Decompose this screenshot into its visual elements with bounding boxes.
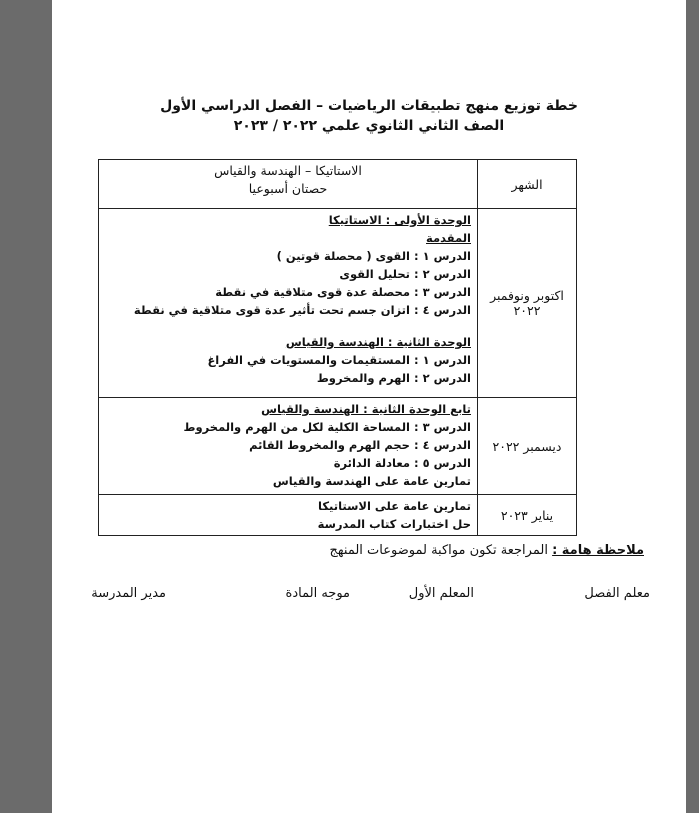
- note-text: المراجعة تكون مواكبة لموضوعات المنهج: [329, 543, 548, 558]
- lesson-line: حل اختبارات كتاب المدرسة: [317, 517, 471, 531]
- document-page: [52, 0, 686, 813]
- lesson-line: الدرس ٢ : تحليل القوى: [339, 267, 471, 281]
- month-cell: ديسمبر ٢٠٢٢: [478, 398, 577, 495]
- month-column-header: الشهر: [478, 160, 577, 209]
- note-label: ملاحظة هامة :: [552, 543, 644, 558]
- month-cell: اكتوبر ونوفمبر ٢٠٢٢: [478, 209, 577, 398]
- month-cell: يناير ٢٠٢٣: [478, 495, 577, 536]
- lesson-line: الدرس ٣ : محصلة عدة قوى متلاقية في نقطة: [215, 285, 471, 299]
- curriculum-plan-table: [98, 159, 577, 536]
- table-row: [99, 398, 577, 495]
- table-header-row: [99, 160, 577, 209]
- table-row: [99, 209, 577, 398]
- document-subtitle: الصف الثاني الثانوي علمي ٢٠٢٢ / ٢٠٢٣: [233, 118, 505, 134]
- lesson-line: المقدمة: [426, 231, 471, 245]
- content-cell: [99, 495, 478, 536]
- content-header-topics: الاستاتيكا – الهندسة والقياس: [214, 163, 362, 178]
- content-cell: [99, 209, 478, 398]
- content-column-header: [99, 160, 478, 209]
- lesson-line: الدرس ٤ : اتزان جسم تحت تأثير عدة قوى متلاقية في نقطة: [133, 303, 471, 317]
- signature-first-teacher: المعلم الأول: [408, 586, 474, 601]
- signature-subject-supervisor: موجه المادة: [285, 586, 350, 601]
- table-row: [99, 495, 577, 536]
- signature-school-principal: مدير المدرسة: [91, 586, 166, 601]
- important-note: [330, 543, 644, 558]
- lesson-line: الدرس ٣ : المساحة الكلية لكل من الهرم والمخروط: [183, 420, 471, 434]
- content-cell: [99, 398, 478, 495]
- unit-heading: الوحدة الثانية : الهندسة والقياس: [285, 335, 471, 349]
- lesson-line: تمارين عامة على الهندسة والقياس: [272, 474, 471, 488]
- unit-heading: تابع الوحدة الثانية : الهندسة والقياس: [261, 402, 471, 416]
- signature-class-teacher: معلم الفصل: [584, 586, 650, 601]
- lesson-line: الدرس ١ : المستقيمات والمستويات في الفراغ: [207, 353, 471, 367]
- unit-heading: الوحدة الأولى : الاستاتيكا: [328, 213, 471, 227]
- content-header-periods: حصتان أسبوعيا: [248, 181, 328, 196]
- spacer: [105, 319, 471, 333]
- lesson-line: الدرس ٥ : معادلة الدائرة: [333, 456, 471, 470]
- lesson-line: الدرس ١ : القوى ( محصلة قوتين ): [276, 249, 471, 263]
- lesson-line: الدرس ٢ : الهرم والمخروط: [316, 371, 471, 385]
- lesson-line: الدرس ٤ : حجم الهرم والمخروط القائم: [249, 438, 471, 452]
- document-title: خطة توزيع منهج تطبيقات الرياضيات – الفصل الدراسي الأول: [160, 98, 578, 114]
- lesson-line: تمارين عامة على الاستاتيكا: [318, 499, 471, 513]
